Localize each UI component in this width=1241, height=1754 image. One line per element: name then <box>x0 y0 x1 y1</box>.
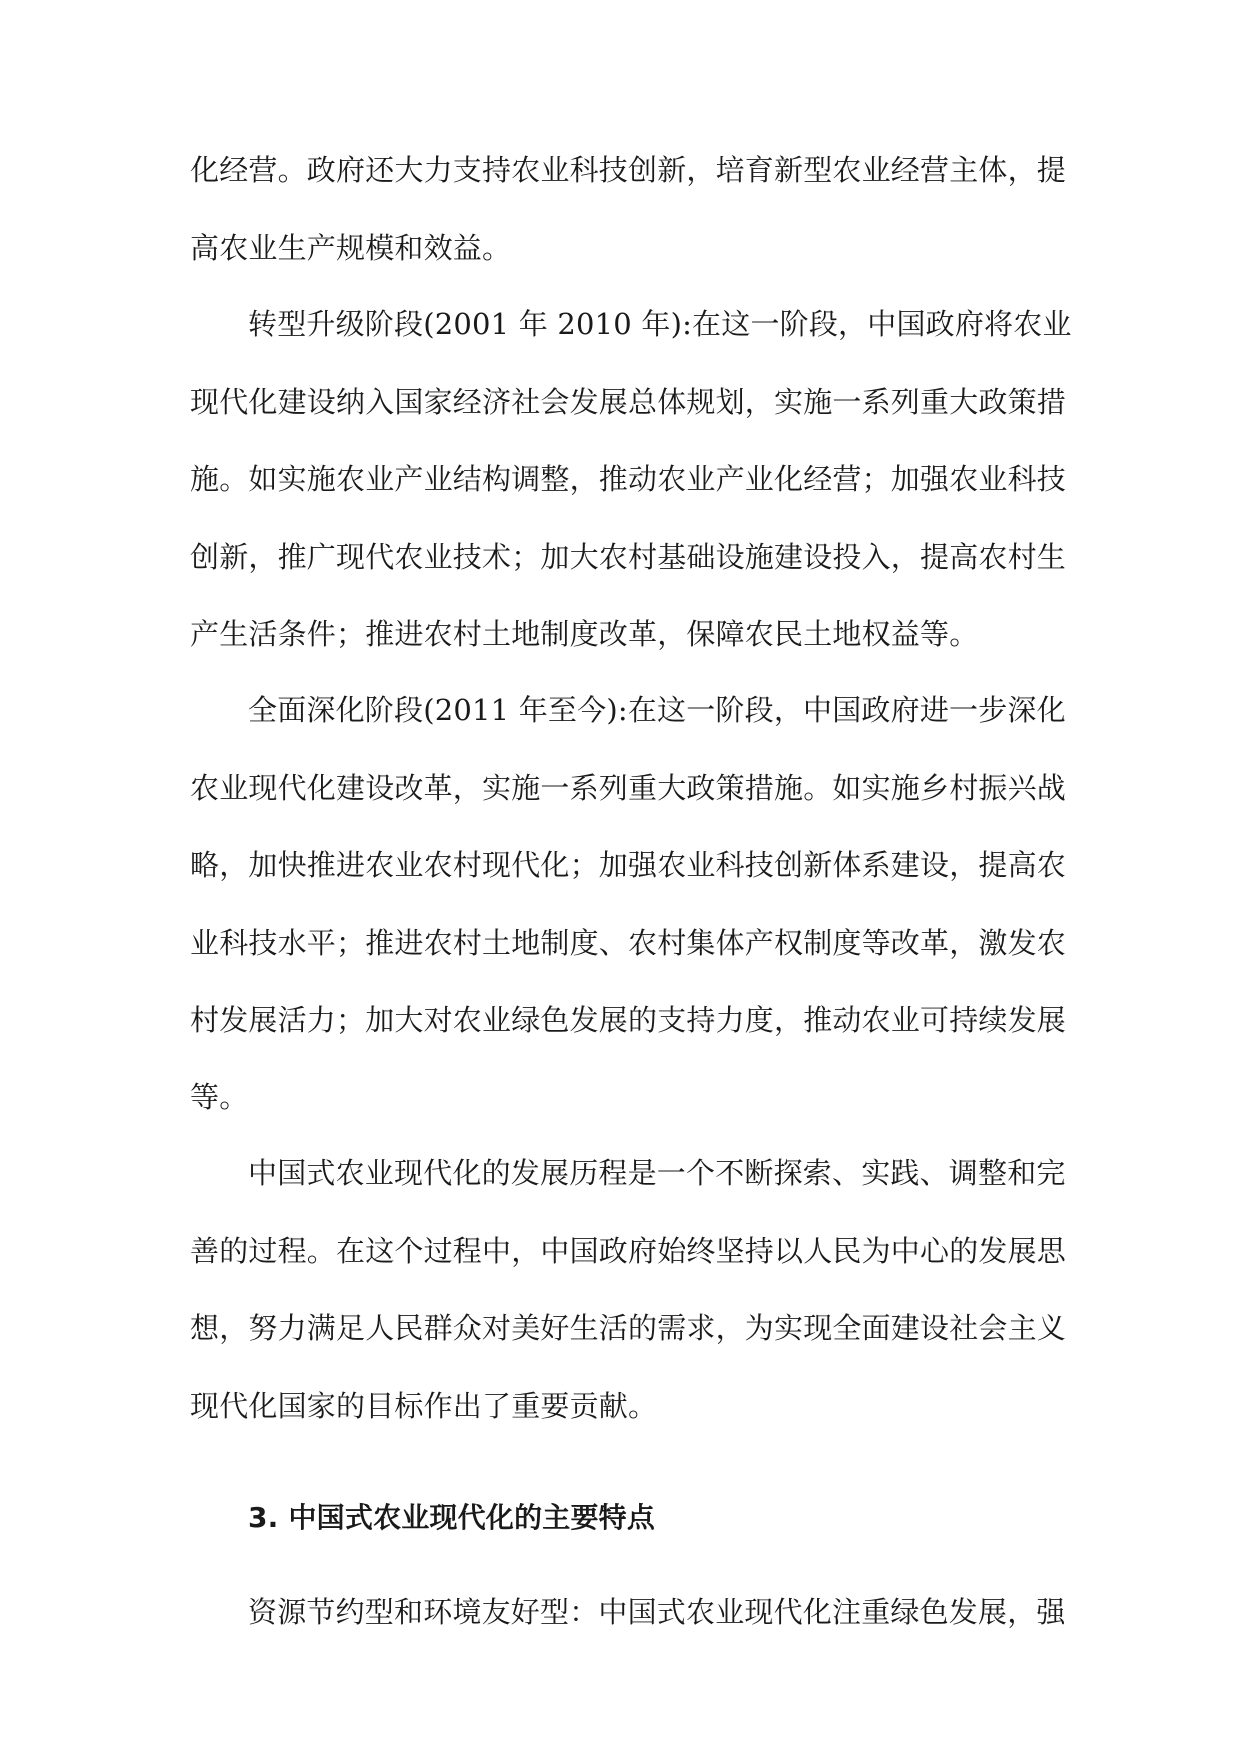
paragraph-line: 业科技水平；推进农村土地制度、农村集体产权制度等改革，激发农 <box>190 926 1067 960</box>
paragraph-line: 略，加快推进农业农村现代化；加强农业科技创新体系建设，提高农 <box>190 848 1067 882</box>
paragraph-line: 全面深化阶段(2011 年至今):在这一阶段，中国政府进一步深化 <box>248 693 1066 727</box>
paragraph-line: 村发展活力；加大对农业绿色发展的支持力度，推动农业可持续发展 <box>190 1003 1067 1037</box>
paragraph-line: 高农业生产规模和效益。 <box>190 231 512 265</box>
paragraph-line: 资源节约型和环境友好型：中国式农业现代化注重绿色发展，强 <box>248 1595 1066 1629</box>
paragraph-line: 现代化国家的目标作出了重要贡献。 <box>190 1389 658 1423</box>
paragraph-line: 施。如实施农业产业结构调整，推动农业产业化经营；加强农业科技 <box>190 462 1067 496</box>
paragraph-line: 中国式农业现代化的发展历程是一个不断探索、实践、调整和完 <box>248 1156 1066 1190</box>
paragraph-line: 等。 <box>190 1080 249 1114</box>
paragraph-line: 化经营。政府还大力支持农业科技创新，培育新型农业经营主体，提 <box>190 153 1067 187</box>
paragraph-line: 现代化建设纳入国家经济社会发展总体规划，实施一系列重大政策措 <box>190 385 1067 419</box>
paragraph-line: 农业现代化建设改革，实施一系列重大政策措施。如实施乡村振兴战 <box>190 771 1067 805</box>
paragraph-line: 想，努力满足人民群众对美好生活的需求，为实现全面建设社会主义 <box>190 1311 1067 1345</box>
paragraph-line: 善的过程。在这个过程中，中国政府始终坚持以人民为中心的发展思 <box>190 1234 1067 1268</box>
section-heading: 3. 中国式农业现代化的主要特点 <box>248 1501 656 1534</box>
paragraph-line: 产生活条件；推进农村土地制度改革，保障农民土地权益等。 <box>190 617 979 651</box>
paragraph-line: 创新，推广现代农业技术；加大农村基础设施建设投入，提高农村生 <box>190 540 1067 574</box>
paragraph-line: 转型升级阶段(2001 年 2010 年):在这一阶段，中国政府将农业 <box>248 307 1072 341</box>
